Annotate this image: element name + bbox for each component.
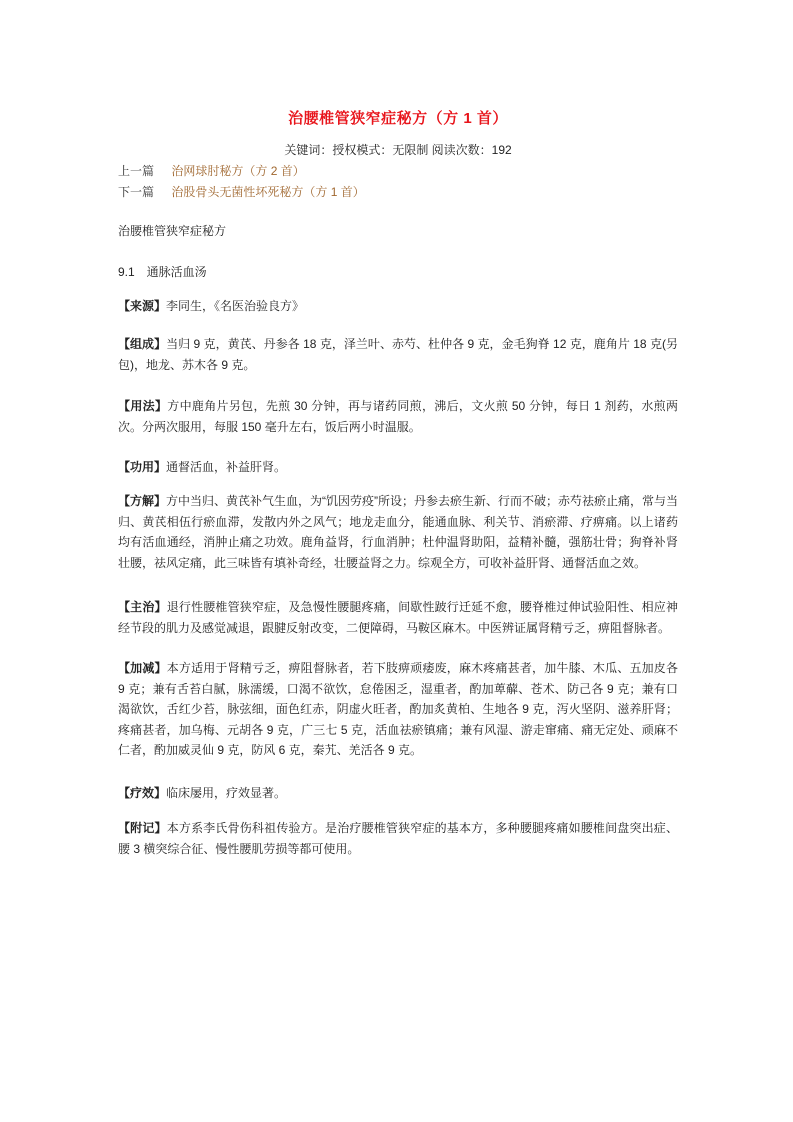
section-tag: 【主治】 <box>118 600 167 614</box>
section-modifications <box>118 658 678 761</box>
section-usage <box>118 396 678 437</box>
next-label: 下一篇 <box>118 185 155 199</box>
article-meta: 关键词：授权模式：无限制 阅读次数：192 <box>284 143 512 157</box>
section-tag: 【疗效】 <box>118 786 167 800</box>
page-title: 治腰椎管狭窄症秘方（方 1 首） <box>288 110 508 127</box>
section-tag: 【来源】 <box>118 299 167 313</box>
section-tag: 【组成】 <box>118 337 167 351</box>
section-text: 方中鹿角片另包，先煎 30 分钟，再与诸药同煎，沸后，文火煎 50 分钟，每日 1 剂药，水煎两次。分两次服用，每服 150 毫升左右，饭后两小时温服。 <box>118 399 678 434</box>
section-text: 方中当归、黄芪补气生血，为“饥因劳疫”所设；丹参去瘀生新、行而不破；赤芍祛瘀止痛，常与当归、黄芪相伍行瘀血滞，发散内外之风气；地龙走血分，能通血脉、利关节、消瘀滞、疗痹痛。以上诸药均有活血通经，消肿止痛之功效。鹿角益肾，行血消肿；杜仲温肾助阳，益精补髓，强筋壮骨；狗脊补肾壮腰，祛风定痛，此三味皆有填补奇经，壮腰益肾之力。综观全方，可收补益肝肾、通督活血之效。 <box>118 494 679 570</box>
section-explanation <box>118 491 678 573</box>
prev-article-row <box>118 162 305 179</box>
section-source <box>118 296 678 317</box>
section-text: 通督活血，补益肝肾。 <box>166 460 287 474</box>
section-tag: 【加减】 <box>118 661 167 675</box>
prev-label: 上一篇 <box>118 164 155 178</box>
section-tag: 【方解】 <box>118 494 167 508</box>
section-text: 退行性腰椎管狭窄症，及急慢性腰腿疼痛，间歇性跛行迁延不愈，腰脊椎过伸试验阳性、相应神经节段的肌力及感觉减退，跟腱反射改变，二便障碍，马鞍区麻木。中医辨证属肾精亏乏，痹阻督脉者。 <box>118 600 678 635</box>
section-function <box>118 457 678 478</box>
next-article-row <box>118 183 365 200</box>
section-composition <box>118 334 678 375</box>
section-indications <box>118 597 678 638</box>
next-article-link[interactable]: 治股骨头无菌性坏死秘方（方 1 首） <box>171 185 365 199</box>
article-heading: 治腰椎管狭窄症秘方 <box>118 224 227 238</box>
section-title: 9.1 通脉活血汤 <box>118 265 207 279</box>
section-notes <box>118 818 678 859</box>
section-efficacy <box>118 783 678 804</box>
section-text: 当归 9 克，黄芪、丹参各 18 克，泽兰叶、赤芍、杜仲各 9 克，金毛狗脊 12 克，鹿角片 18 克(另包)，地龙、苏木各 9 克。 <box>118 337 678 372</box>
section-tag: 【用法】 <box>118 399 168 413</box>
section-text: 临床屡用，疗效显著。 <box>166 786 287 800</box>
section-tag: 【功用】 <box>118 460 167 474</box>
section-text: 本方适用于肾精亏乏，痹阻督脉者，若下肢痹顽痿废，麻木疼痛甚者，加牛膝、木瓜、五加皮各 9 克；兼有舌苔白腻，脉濡缓，口渴不欲饮，怠倦困乏，湿重者，酌加萆薢、苍术、防己各 9 克；兼有口渴欲饮，舌红少苔，脉弦细，面色红赤，阴虚火旺者，酌加炙黄柏、生地各 9 克，泻火坚阴、滋养肝肾；疼痛甚者，加乌梅、元胡各 9 克，广三七 5 克，活血祛瘀镇痛；兼有风湿、游走窜痛、痛无定处、顽麻不仁者，酌加威灵仙 9 克，防风 6 克，秦艽、羌活各 9 克。 <box>118 661 678 757</box>
section-text: 李同生，《名医治验良方》 <box>166 299 305 313</box>
prev-article-link[interactable]: 治网球肘秘方（方 2 首） <box>171 164 305 178</box>
section-text: 本方系李氏骨伤科祖传验方。是治疗腰椎管狭窄症的基本方，多种腰腿疼痛如腰椎间盘突出症、腰 3 横突综合征、慢性腰肌劳损等都可使用。 <box>118 821 678 856</box>
section-tag: 【附记】 <box>118 821 167 835</box>
